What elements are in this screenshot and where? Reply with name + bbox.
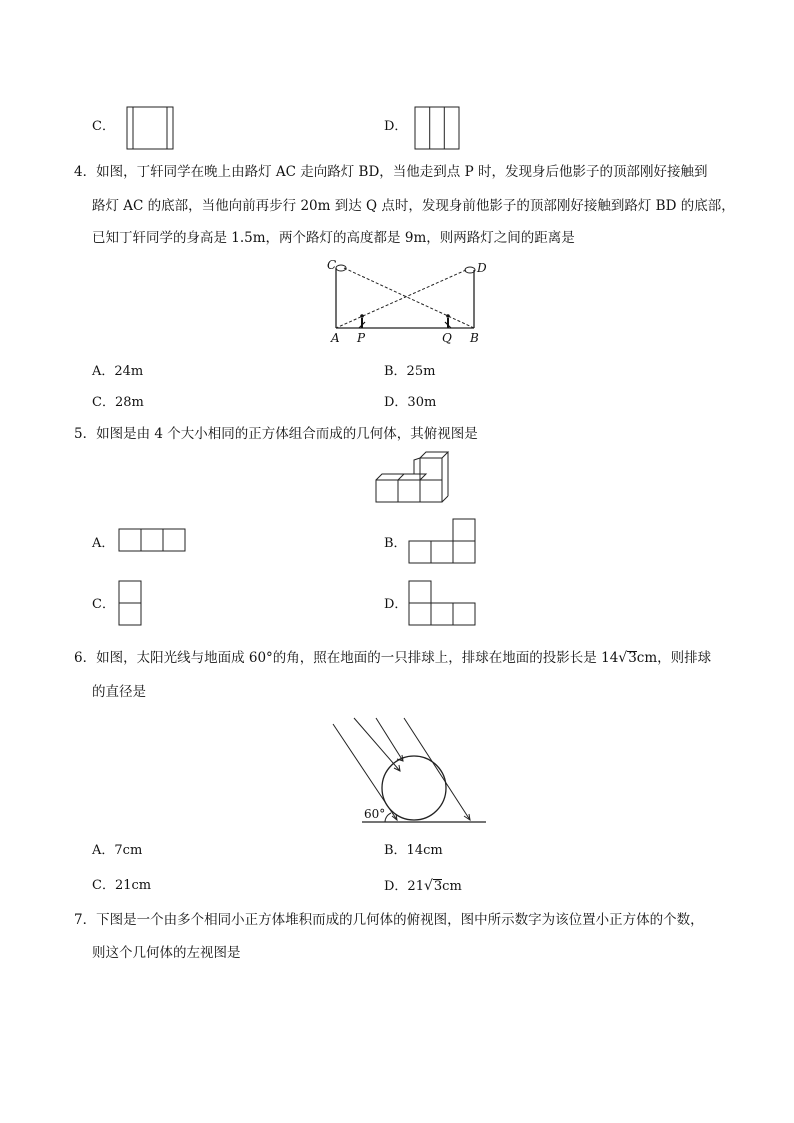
- q5-option-b-label: B．: [384, 536, 407, 551]
- q5-option-c-figure: [118, 580, 144, 628]
- q4-label-c: C: [327, 258, 337, 272]
- person-p-icon: [359, 314, 365, 328]
- q7-stem-line2: 则这个几何体的左视图是: [92, 945, 241, 961]
- q4-label-a: A: [331, 331, 340, 345]
- q4-option-b: B．25m: [384, 364, 436, 379]
- q6-angle-label: 60°: [364, 807, 386, 821]
- q4-label-d: D: [477, 261, 487, 275]
- q6-option-d: D．21√3cm: [384, 878, 462, 894]
- q5-option-b-figure: [408, 518, 478, 566]
- q5-option-c-label: C．: [92, 597, 115, 612]
- q6-stem-line1: 6．如图，太阳光线与地面成 60°的角，照在地面的一只排球上，排球在地面的投影长是 14√3cm，则排球: [74, 650, 712, 666]
- q6-option-b: B．14cm: [384, 843, 443, 858]
- q3-option-d-label: D．: [384, 119, 408, 134]
- q4-label-p: P: [357, 331, 366, 345]
- q6-sqrt-value: 3: [628, 650, 637, 666]
- q4-option-c: C．28m: [92, 395, 144, 410]
- q6-volleyball-figure: [330, 716, 490, 828]
- q6-option-a: A．7cm: [92, 843, 143, 858]
- q3-option-c-label: C．: [92, 119, 115, 134]
- q4-label-q: Q: [442, 331, 452, 345]
- q4-label-b: B: [470, 331, 479, 345]
- q6-stem-line2: 的直径是: [92, 684, 146, 700]
- person-q-icon: [445, 314, 451, 328]
- q5-option-a-figure: [118, 528, 188, 554]
- q4-stem-line2: 路灯 AC 的底部，当他向前再步行 20m 到达 Q 点时，发现身前他影子的顶部刚好接触到路灯 BD 的底部，: [92, 198, 735, 214]
- q5-option-d-figure: [408, 580, 478, 628]
- q5-cube-figure: [372, 454, 446, 506]
- q4-option-d: D．30m: [384, 395, 437, 410]
- q5-option-a-label: A．: [92, 536, 115, 551]
- q6-option-c: C．21cm: [92, 878, 152, 893]
- q7-stem-line1: 7．下图是一个由多个相同小正方体堆积而成的几何体的俯视图，图中所示数字为该位置小正方体的个数，: [74, 912, 704, 928]
- q4-stem-line3: 已知丁轩同学的身高是 1.5m，两个路灯的高度都是 9m，则两路灯之间的距离是: [92, 230, 575, 246]
- q4-option-a: A．24m: [92, 364, 144, 379]
- q6-option-d-sqrt: 3: [433, 879, 443, 894]
- q5-option-d-label: D．: [384, 597, 408, 612]
- q3-option-d-figure: [414, 106, 462, 152]
- q5-stem: 5．如图是由 4 个大小相同的正方体组合而成的几何体，其俯视图是: [74, 426, 478, 442]
- q4-stem-line1: 4．如图，丁轩同学在晚上由路灯 AC 走向路灯 BD，当他走到点 P 时，发现身后他影子的顶部刚好接触到: [74, 164, 708, 180]
- q3-option-c-figure: [126, 106, 176, 152]
